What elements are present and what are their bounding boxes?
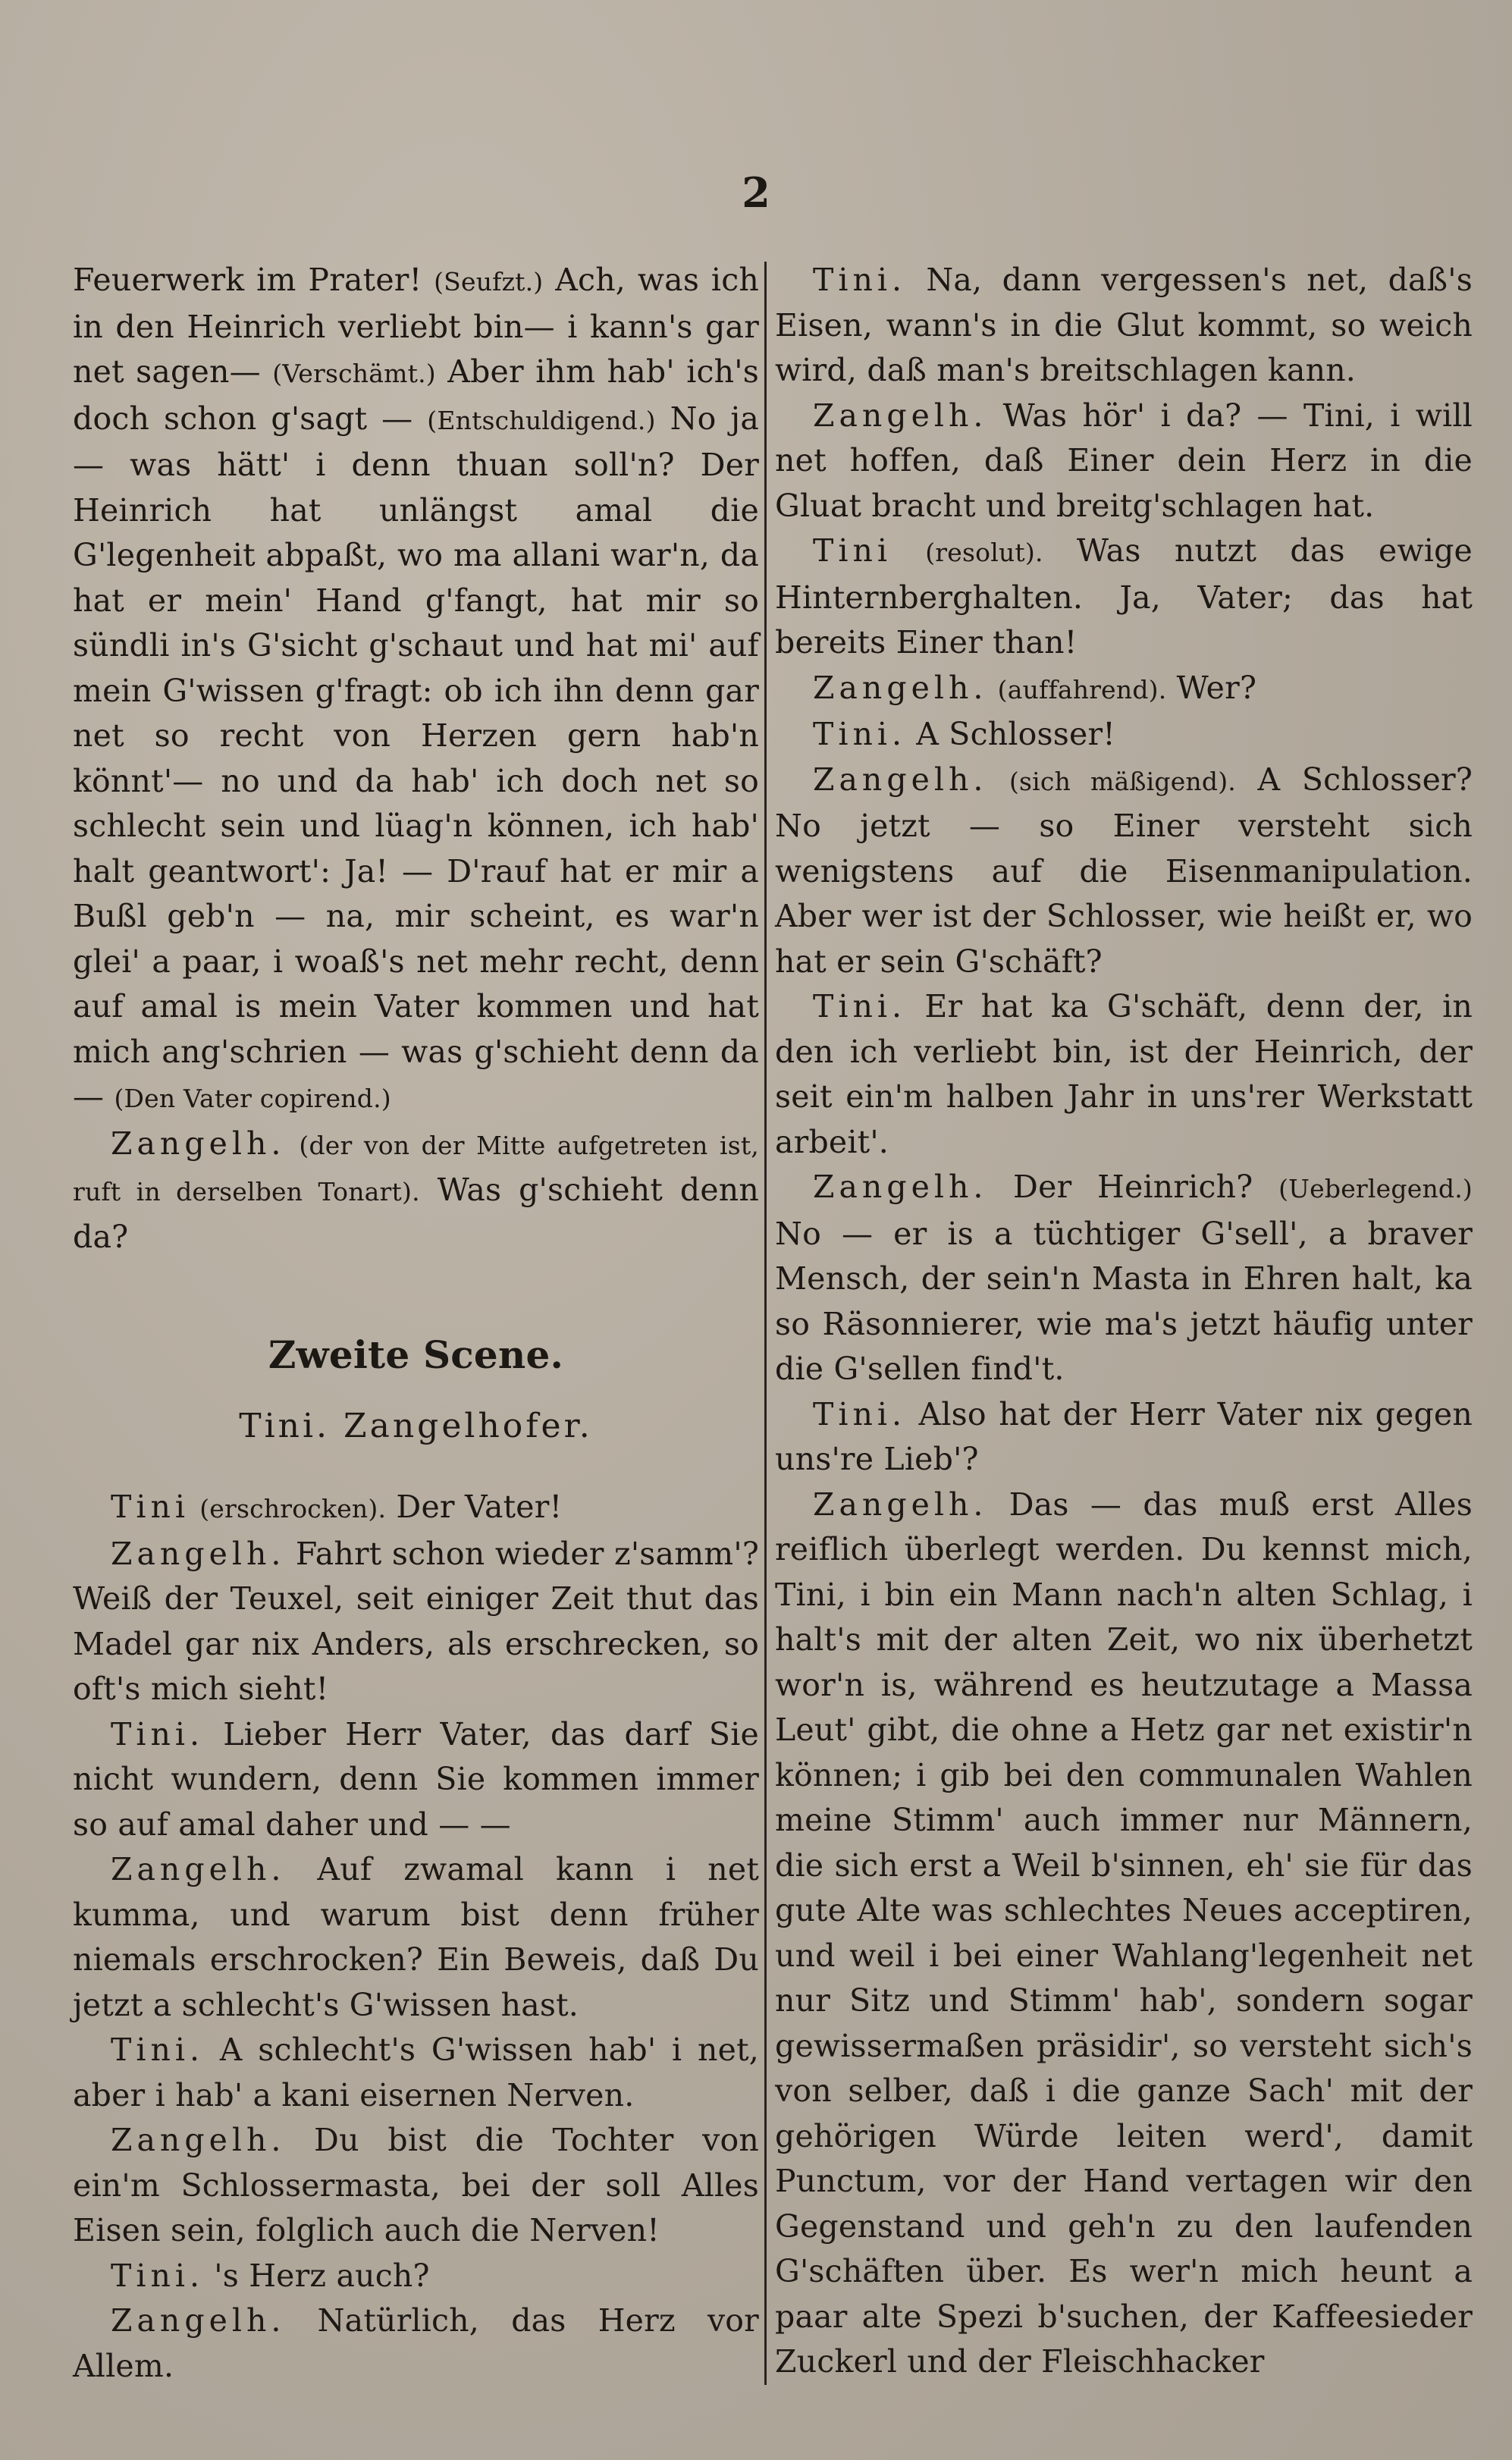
- dialogue-paragraph: [73, 2254, 759, 2299]
- dialogue-text: Was nutzt das ewige Hinternberghalten. Ja, Vater; das hat bereits Einer than!: [775, 532, 1473, 660]
- stage-direction: (Verschämt.): [272, 359, 436, 388]
- speaker-name: Zangelh.: [813, 397, 988, 434]
- scene-title: Zweite Scene.: [268, 1332, 564, 1377]
- dialogue-text: Du bist die Tochter von ein'm Schlossermasta, bei der soll Alles Eisen sein, folglich auch die Nerven!: [73, 2122, 759, 2248]
- dialogue-text: Der Heinrich?: [987, 1169, 1279, 1205]
- speaker-name: Tini.: [111, 2257, 205, 2294]
- right-column: [775, 258, 1473, 2430]
- stage-direction: (Seufzt.): [434, 267, 544, 297]
- dialogue-text: No ja — was hätt' i denn thuan soll'n? Der Heinrich hat unlängst amal die G'legenheit abpaßt, wo ma allani war'n, da hat er mein' Hand g'fangt, hat mir so sündli in's G'sicht g'schaut und hat mi' auf mein G'wissen g'fragt: ob ich ihn denn gar net so recht von Herzen gern hab'n könnt'— no und da hab' ich doch net so schlecht sein und lüag'n können, ich hab' halt geantwort': Ja! — D'rauf hat er mir a Bußl geb'n — na, mir scheint, es war'n glei' a paar, i woaß's net mehr recht, denn auf amal is mein Vater kommen und hat mich ang'schrien — was g'schieht denn da —: [73, 400, 759, 1115]
- dialogue-text: Lieber Herr Vater, das darf Sie nicht wundern, denn Sie kommen immer so auf amal daher und — —: [73, 1715, 759, 1843]
- dialogue-text: A schlecht's G'wissen hab' i net, aber i hab' a kani eisernen Nerven.: [73, 2032, 759, 2113]
- dialogue-text: Was g'schieht denn da?: [73, 1172, 760, 1255]
- dialogue-text: Ach, was ich in den Heinrich verliebt bin— i kann's gar net sagen—: [73, 262, 759, 390]
- dialogue-text: Was hör' i da? — Tini, i will net hoffen, daß Einer dein Herz in die Gluat bracht und breitg'schlagen hat.: [775, 397, 1473, 524]
- dialogue-text: Aber ihm hab' ich's doch schon g'sagt —: [73, 353, 759, 437]
- speaker-name: Zangelh.: [813, 1486, 988, 1523]
- dialogue-paragraph: [73, 2118, 759, 2254]
- speaker-name: Zangelh.: [111, 1535, 286, 1572]
- speaker-name: Zangelh.: [111, 2122, 286, 2158]
- dialogue-text: A Schlosser? No jetzt — so Einer versteht sich wenigstens auf die Eisenmanipulation. Aber wer ist der Schlosser, wie heißt er, wo hat er sein G'schäft?: [775, 761, 1473, 980]
- speaker-name: Tini: [813, 532, 892, 569]
- dialogue-text: Der Vater!: [386, 1489, 563, 1525]
- dialogue-paragraph: [775, 394, 1473, 529]
- speaker-name: Tini.: [813, 716, 907, 752]
- speaker-name: Tini: [111, 1489, 190, 1525]
- stage-direction: (Den Vater copirend.): [114, 1084, 391, 1113]
- dialogue-text: No — er is a tüchtiger G'sell', a braver Mensch, der sein'n Masta in Ehren halt, ka so Räsonnierer, wie ma's jetzt häufig unter die G'sellen find't.: [775, 1215, 1473, 1387]
- monologue-paragraph: [73, 258, 759, 1122]
- dialogue-text: Das — das muß erst Alles reiflich überlegt werden. Du kennst mich, Tini, i bin ein Mann nach'n alten Schlag, i halt's mit der alten Zeit, wo nix überhetzt wor'n is, während es heutzutage a Massa Leut' gibt, die ohne a Hetz gar net existir'n können; i gib bei den communalen Wahlen meine Stimm' auch immer nur Männern, die sich erst a Weil b'sinnen, eh' sie für das gute Alte was schlechtes Neues acceptiren, und weil i bei einer Wahlang'legenheit net nur Sitz und Stimm' hab', sondern sogar gewissermaßen präsidir', so versteht sich's von selber, daß i die ganze Sach' mit der gehörigen Würde leiten werd', damit Punctum, vor der Hand vertagen wir den Gegenstand und geh'n zu den laufenden G'schäften über. Es wer'n mich heunt a paar alte Spezi b'suchen, der Kaffeesieder Zuckerl und der Fleischhacker: [775, 1486, 1473, 2380]
- stage-direction: (auffahrend).: [997, 674, 1167, 704]
- speaker-name: Tini.: [813, 262, 907, 298]
- speaker-name: Zangelh.: [111, 1125, 286, 1162]
- dialogue-text: Wer?: [1166, 669, 1257, 706]
- dialogue-paragraph: [73, 2298, 759, 2389]
- dialogue-paragraph: [73, 2028, 759, 2118]
- stage-direction: (erschrocken).: [199, 1494, 387, 1523]
- speaker-name: Zangelh.: [111, 1851, 286, 1887]
- dialogue-text: A Schlosser!: [906, 716, 1115, 752]
- column-divider: [764, 262, 767, 2385]
- speaker-name: Tini.: [813, 988, 907, 1024]
- dialogue-paragraph: [775, 1392, 1473, 1483]
- stage-direction: (Entschuldigend.): [427, 405, 656, 435]
- dialogue-paragraph: [73, 1122, 759, 1260]
- cast-list: Tini. Zangelhofer.: [239, 1406, 593, 1445]
- stage-direction: (resolut).: [925, 538, 1043, 567]
- speaker-name: Zangelh.: [813, 1169, 988, 1205]
- speaker-name: Zangelh.: [813, 669, 988, 706]
- dialogue-text: Na, dann vergessen's net, daß's Eisen, wann's in die Glut kommt, so weich wird, daß man's breitschlagen kann.: [775, 262, 1473, 388]
- dialogue-text: Auf zwamal kann i net kumma, und warum bist denn früher niemals erschrocken? Ein Beweis, daß Du jetzt a schlecht's G'wissen hast.: [73, 1851, 759, 2023]
- dialogue-paragraph: [73, 1712, 759, 1848]
- speaker-name: Tini.: [813, 1395, 907, 1432]
- dialogue-text: 's Herz auch?: [204, 2257, 430, 2294]
- dialogue-paragraph: [775, 758, 1473, 985]
- dialogue-text: Er hat ka G'schäft, denn der, in den ich verliebt bin, ist der Heinrich, der seit ein'm halben Jahr in uns'rer Werkstatt arbeit'.: [775, 988, 1473, 1160]
- dialogue-text: Fahrt schon wieder z'samm'? Weiß der Teuxel, seit einiger Zeit thut das Madel gar nix Anders, als erschrecken, so oft's mich sieht!: [73, 1535, 759, 1707]
- dialogue-paragraph: [73, 1847, 759, 2028]
- stage-direction: (sich mäßigend).: [1009, 766, 1236, 796]
- dialogue-text: Natürlich, das Herz vor Allem.: [73, 2302, 759, 2384]
- dialogue-paragraph: [775, 984, 1473, 1165]
- stage-direction: (der von der Mitte aufgetreten ist, ruft in derselben Tonart).: [73, 1130, 759, 1206]
- dialogue-text: Feuerwerk im Prater!: [73, 262, 434, 298]
- speaker-name: Zangelh.: [813, 761, 988, 798]
- left-column: [73, 258, 759, 2430]
- speaker-name: Tini.: [111, 1715, 205, 1752]
- dialogue-paragraph: [73, 1532, 759, 1712]
- dialogue-paragraph: [775, 1165, 1473, 1392]
- dialogue-paragraph: [775, 1483, 1473, 2385]
- stage-direction: (Ueberlegend.): [1278, 1174, 1473, 1203]
- dialogue-paragraph: [775, 712, 1473, 758]
- dialogue-paragraph: [775, 258, 1473, 394]
- dialogue-paragraph: [73, 1485, 759, 1532]
- speaker-name: Zangelh.: [111, 2302, 286, 2339]
- dialogue-paragraph: [775, 666, 1473, 713]
- dialogue-text: Also hat der Herr Vater nix gegen uns're Lieb'?: [775, 1395, 1473, 1477]
- page-number: 2: [742, 168, 770, 217]
- speaker-name: Tini.: [111, 2032, 205, 2068]
- dialogue-paragraph: [775, 529, 1473, 666]
